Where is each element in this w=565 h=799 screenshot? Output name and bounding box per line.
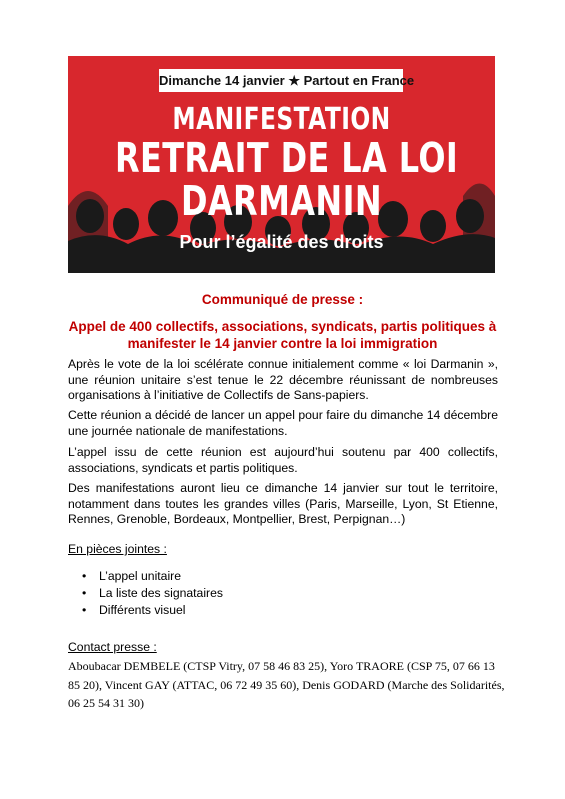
list-item (82, 602, 223, 619)
date-location-label: Dimanche 14 janvier ★ Partout en France (159, 69, 403, 92)
paragraph-4: Des manifestations auront lieu ce dimanche 14 janvier sur tout le territoire, notamment dans toutes les grandes villes (Paris, Marseille, Lyon, St Etienne, Rennes, Grenoble, Bordeaux, Montpellier, Brest, Perpignan…) (68, 481, 498, 526)
banner-title-line-3: DARMANIN (180, 177, 383, 225)
bullet-icon: • (82, 569, 87, 583)
bullet-icon: • (82, 603, 87, 617)
banner-slogan: Pour l’égalité des droits (179, 232, 384, 252)
paragraph-3: L’appel issu de cette réunion est aujourd’hui soutenu par 400 collectifs, associations, syndicats et partis politiques. (68, 445, 498, 475)
contact-label: Contact presse : (68, 640, 157, 654)
banner-title-line-1: MANIFESTATION (172, 102, 391, 137)
attachment-label: Différents visuel (99, 603, 186, 617)
attachments-list (82, 568, 223, 619)
paragraph-2: Cette réunion a décidé de lancer un appel pour faire du dimanche 14 décembre une journée nationale de manifestations. (68, 408, 498, 438)
manifestation-banner-image (68, 56, 495, 273)
contact-details: Aboubacar DEMBELE (CTSP Vitry, 07 58 46 83 25), Yoro TRAORE (CSP 75, 07 66 13 85 20), Vincent GAY (ATTAC, 06 72 49 35 60), Denis GODARD (Marche des Solidarités, 06 25 54 31 30) (68, 659, 505, 710)
paragraph-1: Après le vote de la loi scélérate connue initialement comme « loi Darmanin », une réunion unitaire s’est tenue le 22 décembre réunissant de nombreuses organisations à l’initiative de Collectifs de Sans-papiers. (68, 357, 498, 402)
bullet-icon: • (82, 586, 87, 600)
banner-title-line-2: RETRAIT DE LA LOI (114, 134, 459, 182)
list-item (82, 568, 223, 585)
headline-line-2: manifester le 14 janvier contre la loi immigration (127, 336, 438, 351)
attachment-label: La liste des signataires (99, 586, 223, 600)
list-item (82, 585, 223, 602)
headline-line-1: Appel de 400 collectifs, associations, syndicats, partis politiques à (68, 319, 497, 334)
attachment-label: L’appel unitaire (99, 569, 181, 583)
attachments-label: En pièces jointes : (68, 542, 167, 556)
press-release-label: Communiqué de presse : (201, 292, 364, 307)
